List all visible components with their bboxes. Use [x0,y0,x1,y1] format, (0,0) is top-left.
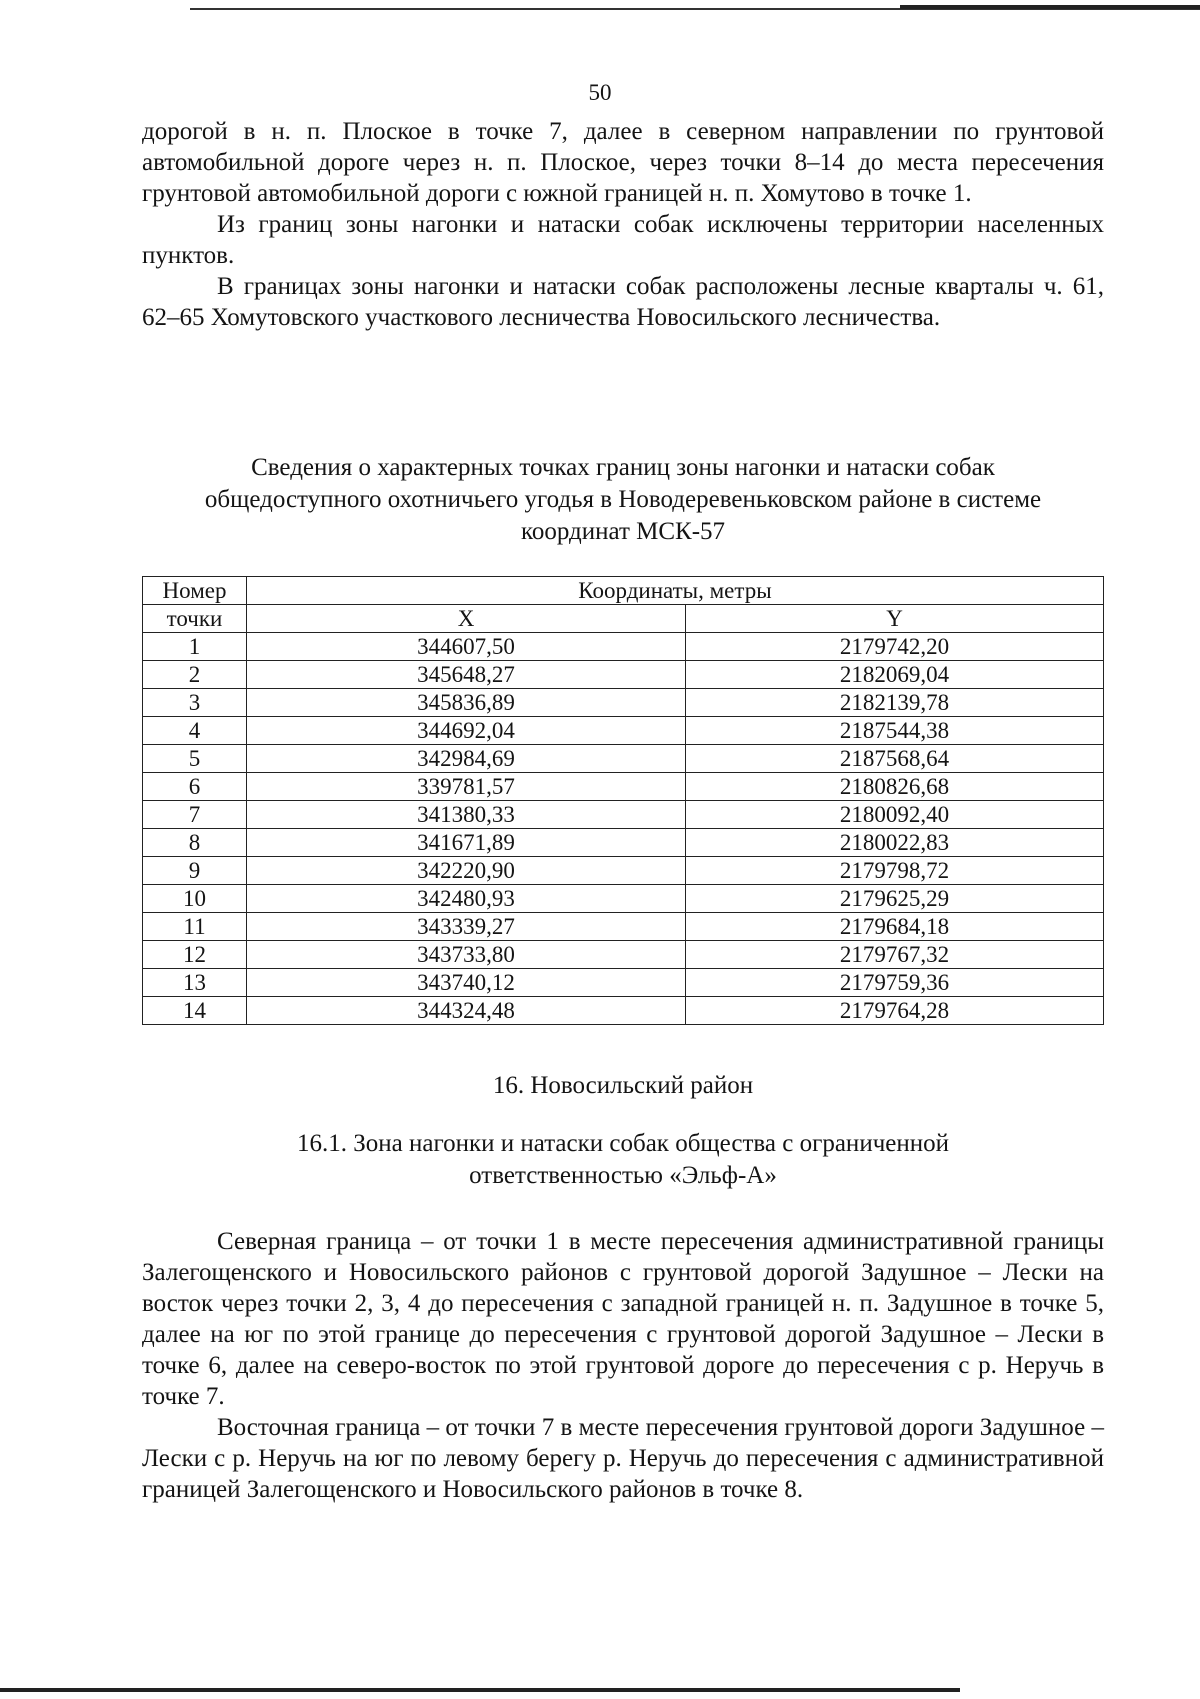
cell-x: 344607,50 [247,633,686,661]
table-row [143,745,1104,773]
subsection-title-line-1: 16.1. Зона нагонки и натаски собак общества с ограниченной [296,1130,949,1157]
intro-paragraph-2: Из границ зоны нагонки и натаски собак исключены территории населенных пунктов. [142,211,1104,269]
table-row [143,857,1104,885]
cell-x: 343733,80 [247,941,686,969]
cell-point-number: 4 [143,717,247,745]
table-row [143,913,1104,941]
table-caption-line-3: координат МСК-57 [520,518,726,545]
body-paragraph-2: Восточная граница – от точки 7 в месте пересечения грунтовой дороги Задушное – Лески с р. Неручь на юг по левому берегу р. Неручь до пересечения с административной границей Залегощенского и Новосильского районов в точке 8. [142,1414,1104,1503]
table-row [143,997,1104,1025]
header-x: X [247,605,686,633]
cell-x: 342480,93 [247,885,686,913]
scan-edge-top-thick [900,5,1200,9]
body-paragraph-1: Северная граница – от точки 1 в месте пересечения административной границы Залегощенского и Новосильского районов с грунтовой дорогой Задушное – Лески на восток через точки 2, 3, 4 до пересечения с западной границей н. п. Задушное в точке 5, далее на юг по этой границе до пересечения с грунтовой дорогой Задушное – Лески в точке 6, далее на северо-восток по этой грунтовой дороге до пересечения с р. Неручь в точке 7. [142,1228,1104,1410]
cell-point-number: 6 [143,773,247,801]
table-row [143,941,1104,969]
coordinates-table-body [143,633,1104,1025]
cell-y: 2180022,83 [686,829,1104,857]
header-point-number-2: точки [143,605,247,633]
coordinates-table [142,576,1104,1025]
cell-x: 345836,89 [247,689,686,717]
body-text [142,1226,1104,1505]
cell-y: 2179759,36 [686,969,1104,997]
cell-y: 2179767,32 [686,941,1104,969]
cell-x: 343339,27 [247,913,686,941]
cell-x: 339781,57 [247,773,686,801]
cell-x: 343740,12 [247,969,686,997]
intro-paragraph-3: В границах зоны нагонки и натаски собак расположены лесные кварталы ч. 61, 62–65 Хомутовского участкового лесничества Новосильского лесничества. [142,273,1104,331]
cell-y: 2180092,40 [686,801,1104,829]
table-row [143,689,1104,717]
cell-y: 2187544,38 [686,717,1104,745]
cell-x: 344324,48 [247,997,686,1025]
table-row [143,661,1104,689]
header-point-number: Номер [143,577,247,605]
table-row [143,773,1104,801]
cell-point-number: 13 [143,969,247,997]
cell-x: 341671,89 [247,829,686,857]
cell-x: 345648,27 [247,661,686,689]
cell-y: 2182069,04 [686,661,1104,689]
page-number: 50 [588,80,612,105]
cell-y: 2187568,64 [686,745,1104,773]
cell-point-number: 7 [143,801,247,829]
scan-edge-bottom [0,1688,960,1692]
table-caption-line-1: Сведения о характерных точках границ зоны нагонки и натаски собак [251,454,995,481]
header-y: Y [686,605,1104,633]
cell-x: 342220,90 [247,857,686,885]
cell-x: 341380,33 [247,801,686,829]
subsection-title [142,1128,1104,1192]
subsection-title-line-2: ответственностью «Эльф-А» [469,1162,777,1189]
header-coordinates: Координаты, метры [247,577,1104,605]
cell-point-number: 10 [143,885,247,913]
intro-paragraph-1: дорогой в н. п. Плоское в точке 7, далее в северном направлении по грунтовой автомобильной дороге через н. п. Плоское, через точки 8–14 до места пересечения грунтовой автомобильной дороги с южной границей н. п. Хомутово в точке 1. [142,118,1104,207]
cell-point-number: 9 [143,857,247,885]
cell-point-number: 3 [143,689,247,717]
cell-point-number: 14 [143,997,247,1025]
table-row [143,885,1104,913]
table-caption [142,452,1104,548]
cell-point-number: 5 [143,745,247,773]
section-title: 16. Новосильский район [492,1072,754,1099]
table-row [143,717,1104,745]
table-row [143,969,1104,997]
cell-point-number: 12 [143,941,247,969]
cell-point-number: 1 [143,633,247,661]
cell-y: 2182139,78 [686,689,1104,717]
table-row [143,801,1104,829]
table-row [143,829,1104,857]
cell-y: 2180826,68 [686,773,1104,801]
table-row [143,633,1104,661]
table-caption-line-2: общедоступного охотничьего угодья в Новодеревеньковском районе в системе [204,486,1042,513]
cell-y: 2179742,20 [686,633,1104,661]
cell-y: 2179764,28 [686,997,1104,1025]
cell-x: 342984,69 [247,745,686,773]
cell-y: 2179625,29 [686,885,1104,913]
cell-x: 344692,04 [247,717,686,745]
cell-y: 2179684,18 [686,913,1104,941]
cell-point-number: 11 [143,913,247,941]
cell-point-number: 8 [143,829,247,857]
cell-y: 2179798,72 [686,857,1104,885]
intro-text [142,116,1104,333]
cell-point-number: 2 [143,661,247,689]
